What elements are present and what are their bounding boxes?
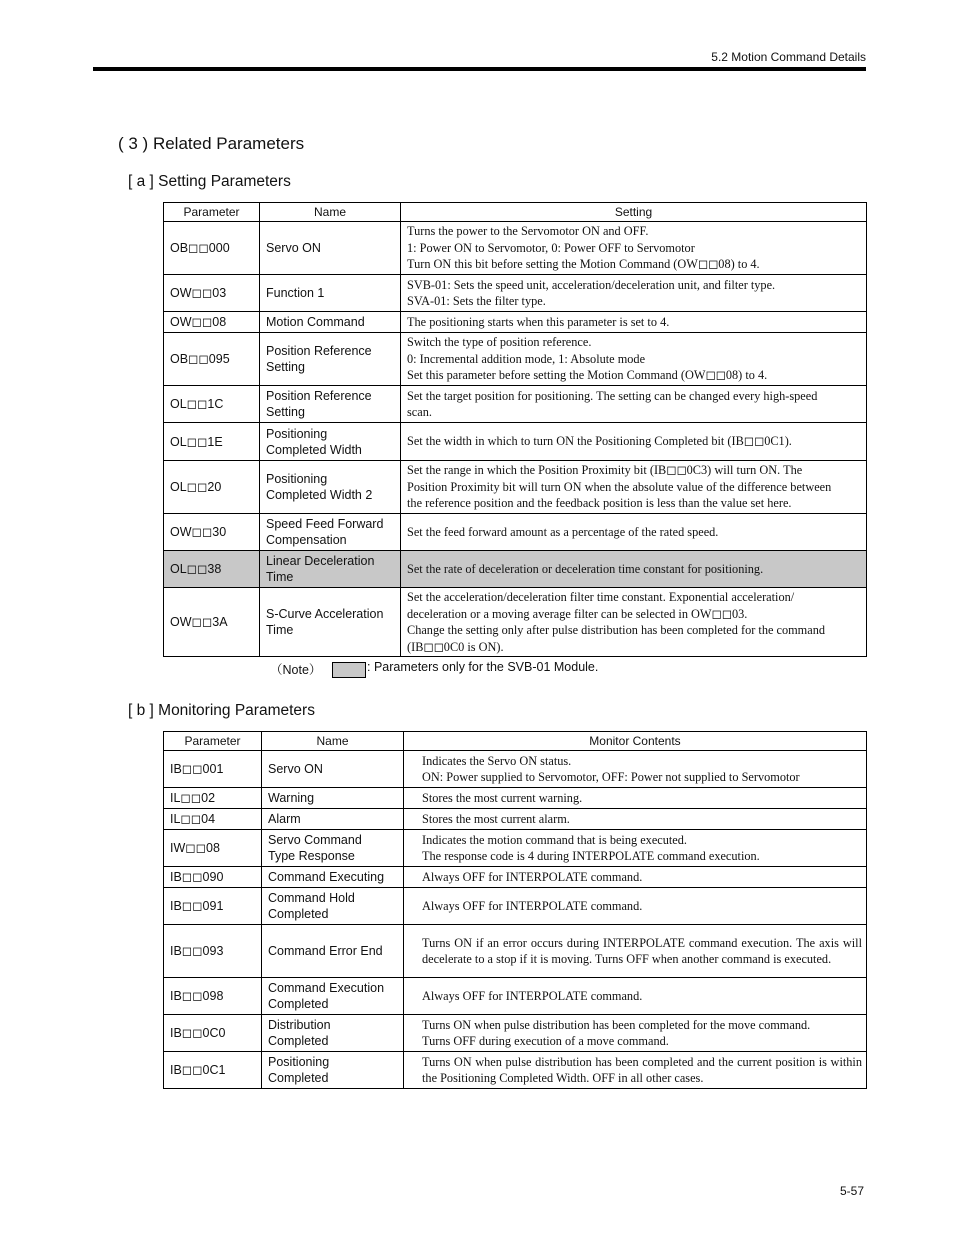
column-header-setting: Setting: [401, 203, 867, 222]
setting-parameters-table: [163, 202, 867, 657]
param-cell: IW◻◻08: [164, 830, 262, 867]
table-row: [164, 275, 867, 312]
table-row: [164, 588, 867, 657]
table-row: [164, 809, 867, 830]
table-row: [164, 423, 867, 461]
name-cell: Speed Feed Forward Compensation: [260, 514, 401, 551]
column-header-name: Name: [260, 203, 401, 222]
param-cell: IB◻◻091: [164, 888, 262, 925]
name-cell: Motion Command: [260, 312, 401, 333]
name-cell: Alarm: [262, 809, 404, 830]
monitoring-parameters-table: [163, 731, 867, 1089]
contents-cell: Turns ON if an error occurs during INTERPOLATE command execution. The axis will decelerate to a stop if it is moving. Turns OFF when another command is executed.: [404, 925, 867, 978]
name-cell: Command Hold Completed: [262, 888, 404, 925]
setting-cell: The positioning starts when this parameter is set to 4.: [401, 312, 867, 333]
table-row: [164, 867, 867, 888]
column-header-monitor-contents: Monitor Contents: [404, 732, 867, 751]
param-cell: IL◻◻04: [164, 809, 262, 830]
param-cell: IB◻◻0C0: [164, 1015, 262, 1052]
name-cell: Servo ON: [262, 751, 404, 788]
param-cell: IB◻◻098: [164, 978, 262, 1015]
param-cell: OL◻◻1E: [164, 423, 260, 461]
monitoring-parameters-title: [ b ] Monitoring Parameters: [128, 702, 315, 719]
section-title: ( 3 ) Related Parameters: [118, 134, 305, 153]
note-highlight-swatch: [332, 662, 366, 678]
param-cell: IB◻◻0C1: [164, 1052, 262, 1089]
table-row: [164, 978, 867, 1015]
setting-cell: Set the rate of deceleration or deceleration time constant for positioning.: [401, 551, 867, 588]
running-header: 5.2 Motion Command Details: [711, 50, 866, 64]
column-header-parameter: Parameter: [164, 203, 260, 222]
param-cell: IB◻◻001: [164, 751, 262, 788]
table-header-row: [164, 732, 867, 751]
contents-cell: Always OFF for INTERPOLATE command.: [404, 888, 867, 925]
table-row-highlighted: [164, 551, 867, 588]
table-header-row: [164, 203, 867, 222]
table-row: [164, 222, 867, 275]
note-text: : Parameters only for the SVB-01 Module.: [367, 660, 599, 674]
setting-cell: Set the range in which the Position Proximity bit (IB◻◻0C3) will turn ON. The Position Proximity bit will turn ON when the absolute value of the difference between the reference position and the feedback position is less than the value set here.: [401, 461, 867, 514]
param-cell: IB◻◻093: [164, 925, 262, 978]
table-row: [164, 386, 867, 423]
name-cell: Position Reference Setting: [260, 333, 401, 386]
name-cell: Position Reference Setting: [260, 386, 401, 423]
name-cell: Positioning Completed Width 2: [260, 461, 401, 514]
table-row: [164, 830, 867, 867]
setting-cell: Set the target position for positioning. The setting can be changed every high-speed scan.: [401, 386, 867, 423]
param-cell: OB◻◻095: [164, 333, 260, 386]
name-cell: Servo Command Type Response: [262, 830, 404, 867]
name-cell: Positioning Completed: [262, 1052, 404, 1089]
contents-cell: Turns ON when pulse distribution has been completed and the current position is within the Positioning Completed Width. OFF in all other cases.: [404, 1052, 867, 1089]
contents-cell: Stores the most current warning.: [404, 788, 867, 809]
setting-parameters-title: [ a ] Setting Parameters: [128, 173, 291, 190]
table-row: [164, 888, 867, 925]
name-cell: Command Execution Completed: [262, 978, 404, 1015]
param-cell: OB◻◻000: [164, 222, 260, 275]
note-label: （Note）: [270, 663, 322, 677]
param-cell: OW◻◻3A: [164, 588, 260, 657]
name-cell: Function 1: [260, 275, 401, 312]
setting-cell: SVB-01: Sets the speed unit, acceleration/deceleration unit, and filter type. SVA-01: Sets the filter type.: [401, 275, 867, 312]
table-row: [164, 514, 867, 551]
table-row: [164, 925, 867, 978]
contents-cell: Indicates the motion command that is being executed. The response code is 4 during INTERPOLATE command execution.: [404, 830, 867, 867]
name-cell: S-Curve Acceleration Time: [260, 588, 401, 657]
setting-cell: Turns the power to the Servomotor ON and OFF. 1: Power ON to Servomotor, 0: Power OFF to Servomotor Turn ON this bit before setting the Motion Command (OW◻◻08) to 4.: [401, 222, 867, 275]
table-row: [164, 1052, 867, 1089]
setting-cell: Set the feed forward amount as a percentage of the rated speed.: [401, 514, 867, 551]
name-cell: Positioning Completed Width: [260, 423, 401, 461]
contents-cell: Always OFF for INTERPOLATE command.: [404, 978, 867, 1015]
param-cell: OW◻◻08: [164, 312, 260, 333]
contents-cell: Stores the most current alarm.: [404, 809, 867, 830]
header-rule: [93, 67, 866, 71]
param-cell: OL◻◻20: [164, 461, 260, 514]
param-cell: IB◻◻090: [164, 867, 262, 888]
table-row: [164, 312, 867, 333]
table-row: [164, 788, 867, 809]
name-cell: Distribution Completed: [262, 1015, 404, 1052]
param-cell: OW◻◻30: [164, 514, 260, 551]
contents-cell: Always OFF for INTERPOLATE command.: [404, 867, 867, 888]
column-header-name: Name: [262, 732, 404, 751]
contents-cell: Indicates the Servo ON status. ON: Power supplied to Servomotor, OFF: Power not supplied to Servomotor: [404, 751, 867, 788]
table-row: [164, 461, 867, 514]
name-cell: Linear Deceleration Time: [260, 551, 401, 588]
setting-cell: Set the acceleration/deceleration filter time constant. Exponential acceleration/ deceleration or a moving average filter can be selected in OW◻◻03. Change the setting only after pulse distribution has been completed for the command (IB◻◻0C0 is ON).: [401, 588, 867, 657]
param-cell: OW◻◻03: [164, 275, 260, 312]
name-cell: Command Executing: [262, 867, 404, 888]
name-cell: Command Error End: [262, 925, 404, 978]
param-cell: OL◻◻38: [164, 551, 260, 588]
page-number: 5-57: [839, 1184, 864, 1198]
setting-cell: Set the width in which to turn ON the Positioning Completed bit (IB◻◻0C1).: [401, 423, 867, 461]
table-row: [164, 333, 867, 386]
column-header-parameter: Parameter: [164, 732, 262, 751]
param-cell: IL◻◻02: [164, 788, 262, 809]
name-cell: Servo ON: [260, 222, 401, 275]
contents-cell: Turns ON when pulse distribution has been completed for the move command. Turns OFF during execution of a move command.: [404, 1015, 867, 1052]
param-cell: OL◻◻1C: [164, 386, 260, 423]
table-row: [164, 751, 867, 788]
table-row: [164, 1015, 867, 1052]
setting-cell: Switch the type of position reference. 0: Incremental addition mode, 1: Absolute mode Set this parameter before setting the Motion Command (OW◻◻08) to 4.: [401, 333, 867, 386]
name-cell: Warning: [262, 788, 404, 809]
